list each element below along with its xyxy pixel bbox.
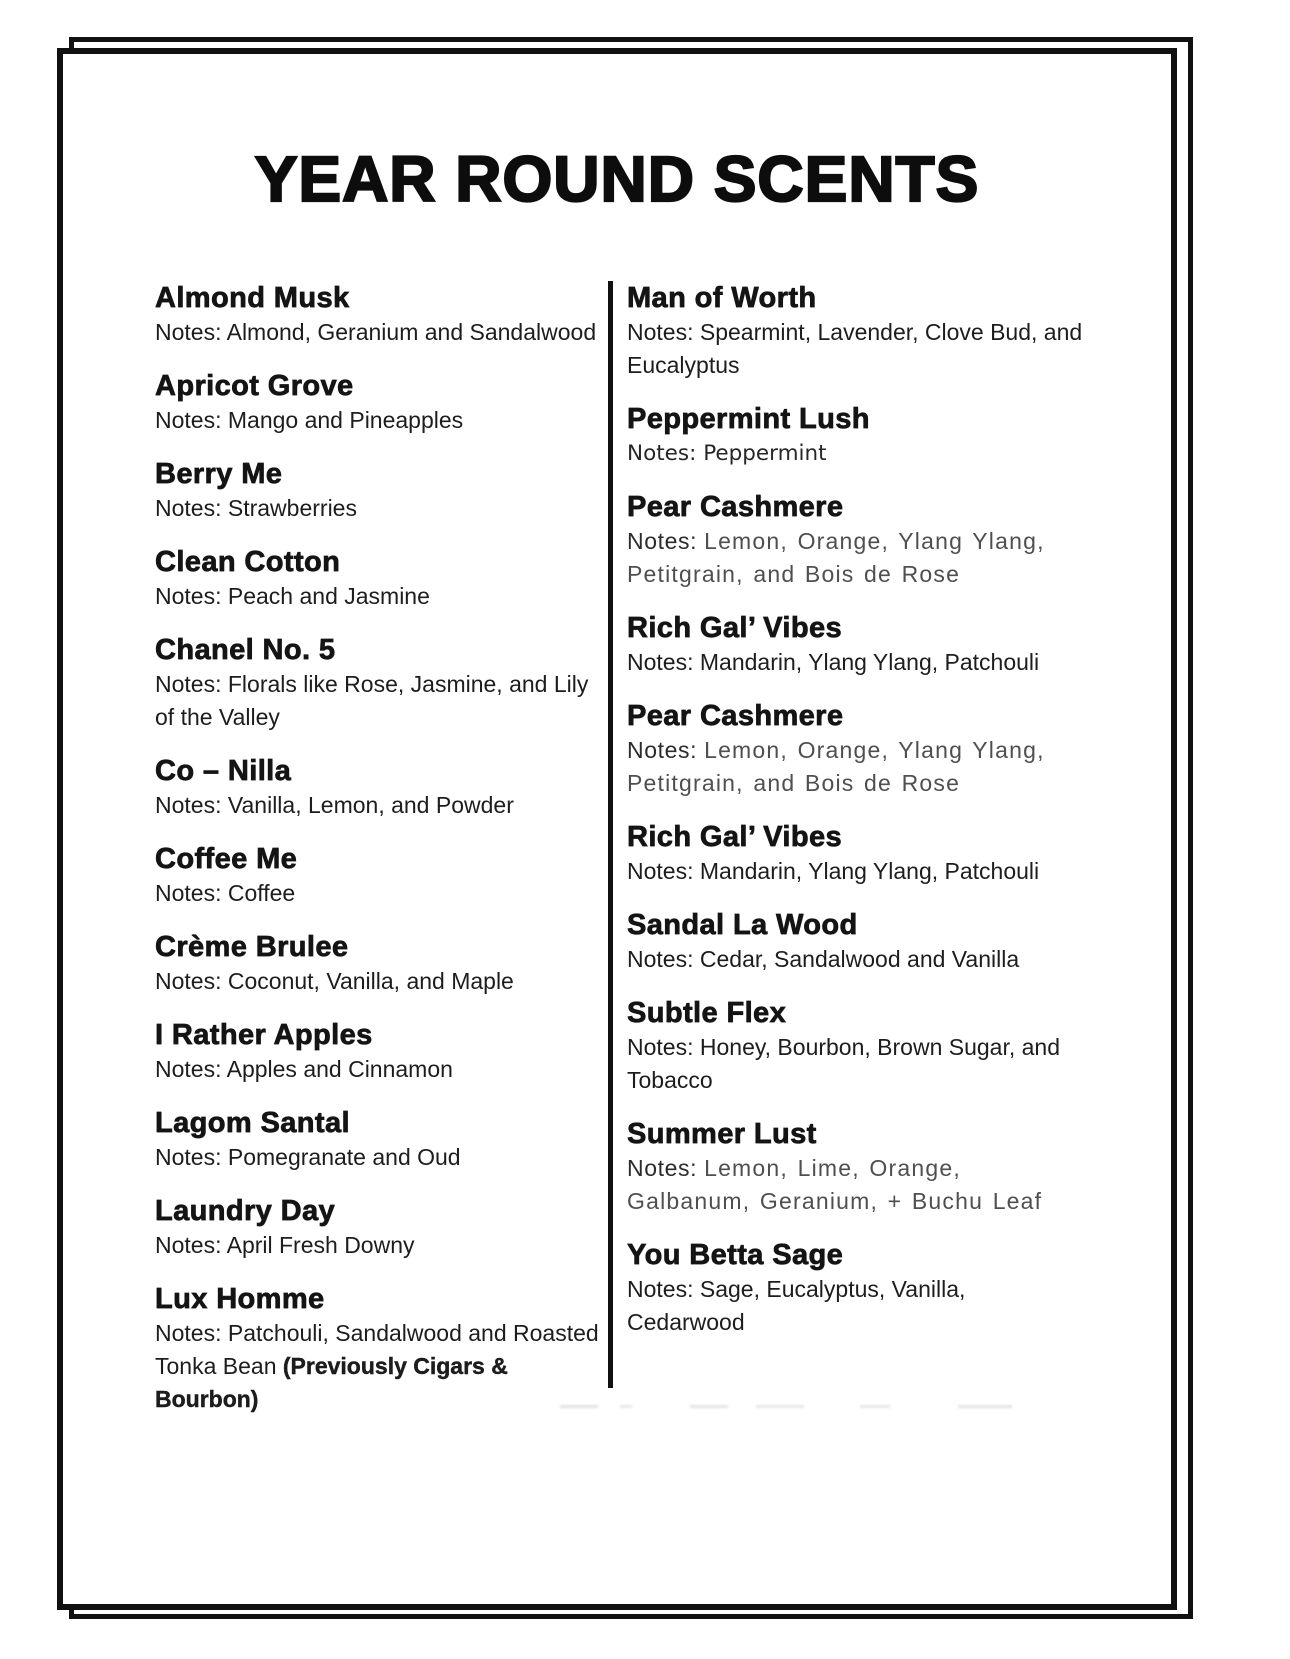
scent-notes-prefix: Notes: — [155, 1056, 227, 1082]
scent-notes-prefix: Notes: — [155, 968, 228, 994]
scent-name: Rich Gal’ Vibes — [627, 612, 843, 644]
scent-name: Summer Lust — [627, 1118, 817, 1150]
scent-entry — [627, 820, 1086, 888]
scent-notes-text: Spearmint, Lavender, Clove Bud, and Eucalyptus — [627, 319, 1083, 378]
scent-notes-text: Almond, Geranium and Sandalwood — [226, 319, 597, 345]
scent-entry — [155, 1194, 608, 1262]
scent-name: Rich Gal’ Vibes — [627, 821, 843, 853]
scent-entry — [627, 1238, 1086, 1339]
scent-entry — [155, 545, 608, 613]
scent-notes — [155, 316, 608, 349]
scent-notes-text: Lemon, Lime, Orange, Galbanum, Geranium, + Buchu Leaf — [627, 1155, 1043, 1214]
scent-name: Peppermint Lush — [627, 403, 870, 435]
scent-notes-text: Honey, Bourbon, Brown Sugar, and Tobacco — [627, 1034, 1061, 1093]
scent-notes — [155, 668, 608, 734]
scent-notes-prefix: Notes: — [155, 880, 228, 906]
scent-notes — [155, 1317, 608, 1416]
scent-entry — [627, 490, 1086, 591]
scent-name: Pear Cashmere — [627, 491, 844, 523]
scent-notes-text: Pomegranate and Oud — [227, 1144, 461, 1170]
scent-name: Pear Cashmere — [627, 700, 844, 732]
scent-notes-prefix: Notes: — [155, 583, 228, 609]
scent-entry — [627, 402, 1086, 470]
scent-notes — [627, 646, 1086, 679]
scent-name: Coffee Me — [155, 843, 298, 875]
scent-notes — [155, 580, 608, 613]
faint-erased-text — [560, 1400, 1040, 1414]
scent-notes-text: Mandarin, Ylang Ylang, Patchouli — [699, 858, 1040, 884]
scent-entry — [155, 457, 608, 525]
scent-name: Clean Cotton — [155, 546, 341, 578]
scent-name: I Rather Apples — [155, 1019, 373, 1051]
scent-notes-text: Apples and Cinnamon — [226, 1056, 453, 1082]
page-title: YEAR ROUND SCENTS — [254, 143, 980, 215]
scent-notes — [155, 877, 608, 910]
scent-notes — [627, 943, 1086, 976]
scent-notes-prefix: Notes: — [627, 858, 700, 884]
scent-notes-text: Coffee — [227, 880, 296, 906]
scent-notes-text: April Fresh Downy — [226, 1232, 415, 1258]
scent-notes-text: Sage, Eucalyptus, Vanilla, Cedarwood — [627, 1276, 966, 1335]
scent-notes-text: Florals like Rose, Jasmine, and Lily of the Valley — [155, 671, 589, 730]
scent-notes — [155, 1141, 608, 1174]
scent-notes-text: Patchouli, Sandalwood and Roasted Tonka Bean — [155, 1320, 599, 1379]
scent-entry — [627, 281, 1086, 382]
scent-notes-prefix: Notes: — [627, 1155, 705, 1181]
scent-notes-text: Lemon, Orange, Ylang Ylang, Petitgrain, and Bois de Rose — [627, 528, 1045, 587]
scent-notes-bold-suffix: (Previously Cigars & Bourbon) — [155, 1353, 508, 1412]
scent-entry — [155, 1106, 608, 1174]
scent-notes-prefix: Notes: — [627, 441, 704, 466]
scent-name: Lagom Santal — [155, 1107, 350, 1139]
scent-name: Apricot Grove — [155, 370, 354, 402]
scent-entry — [155, 633, 608, 734]
scent-entry — [627, 996, 1086, 1097]
scent-notes-prefix: Notes: — [155, 319, 227, 345]
scent-notes-prefix: Notes: — [155, 1144, 228, 1170]
scent-notes-prefix: Notes: — [627, 946, 700, 972]
scent-notes — [627, 734, 1086, 800]
scent-name: Almond Musk — [155, 282, 350, 314]
scent-notes — [155, 1053, 608, 1086]
scent-notes — [627, 855, 1086, 888]
scent-name: Chanel No. 5 — [155, 634, 336, 666]
scent-entry — [155, 1018, 608, 1086]
scent-notes-prefix: Notes: — [627, 528, 705, 554]
scent-list — [155, 281, 1086, 1436]
scent-notes-prefix: Notes: — [155, 495, 228, 521]
scent-notes-text: Peach and Jasmine — [227, 583, 430, 609]
scent-column-right — [613, 281, 1086, 1359]
scent-notes-prefix: Notes: — [155, 407, 228, 433]
scent-entry — [155, 930, 608, 998]
scent-notes-prefix: Notes: — [155, 1320, 228, 1346]
scent-notes-text: Peppermint — [703, 441, 827, 466]
scent-notes-text: Lemon, Orange, Ylang Ylang, Petitgrain, and Bois de Rose — [627, 737, 1045, 796]
scent-notes — [155, 492, 608, 525]
scent-name: You Betta Sage — [627, 1239, 844, 1271]
scent-name: Man of Worth — [627, 282, 817, 314]
scent-notes — [155, 789, 608, 822]
scent-name: Co – Nilla — [155, 755, 292, 787]
scent-notes-prefix: Notes: — [155, 671, 228, 697]
scent-notes — [627, 437, 1086, 470]
scent-notes-prefix: Notes: — [627, 649, 700, 675]
scent-notes — [155, 404, 608, 437]
scent-entry — [627, 908, 1086, 976]
scent-notes-prefix: Notes: — [627, 319, 700, 345]
scent-notes-prefix: Notes: — [627, 1276, 700, 1302]
scent-column-left — [155, 281, 608, 1436]
scent-name: Laundry Day — [155, 1195, 336, 1227]
scent-entry — [155, 1282, 608, 1416]
page-content — [63, 54, 1171, 1604]
scent-name: Sandal La Wood — [627, 909, 858, 941]
scent-notes-text: Coconut, Vanilla, and Maple — [227, 968, 514, 994]
scent-entry — [627, 699, 1086, 800]
scent-entry — [155, 842, 608, 910]
scent-notes — [627, 1273, 1086, 1339]
scent-name: Subtle Flex — [627, 997, 787, 1029]
scent-notes-prefix: Notes: — [155, 1232, 227, 1258]
scent-notes-text: Mango and Pineapples — [227, 407, 464, 433]
scent-notes-prefix: Notes: — [627, 737, 705, 763]
scent-notes-text: Mandarin, Ylang Ylang, Patchouli — [699, 649, 1040, 675]
scent-notes — [155, 965, 608, 998]
scent-notes — [627, 525, 1086, 591]
scent-name: Lux Homme — [155, 1283, 325, 1315]
scent-notes — [627, 1031, 1086, 1097]
scent-notes-text: Strawberries — [227, 495, 357, 521]
scent-notes — [627, 1152, 1086, 1218]
page-border-frame — [57, 48, 1177, 1610]
scent-entry — [627, 1117, 1086, 1218]
scent-notes — [155, 1229, 608, 1262]
scent-name: Berry Me — [155, 458, 283, 490]
scent-notes-prefix: Notes: — [155, 792, 228, 818]
scent-entry — [155, 754, 608, 822]
scent-entry — [627, 611, 1086, 679]
scent-entry — [155, 281, 608, 349]
scent-entry — [155, 369, 608, 437]
scent-notes — [627, 316, 1086, 382]
scent-notes-prefix: Notes: — [627, 1034, 700, 1060]
scent-notes-text: Vanilla, Lemon, and Powder — [227, 792, 514, 818]
scent-name: Crème Brulee — [155, 931, 349, 963]
scent-notes-text: Cedar, Sandalwood and Vanilla — [699, 946, 1020, 972]
